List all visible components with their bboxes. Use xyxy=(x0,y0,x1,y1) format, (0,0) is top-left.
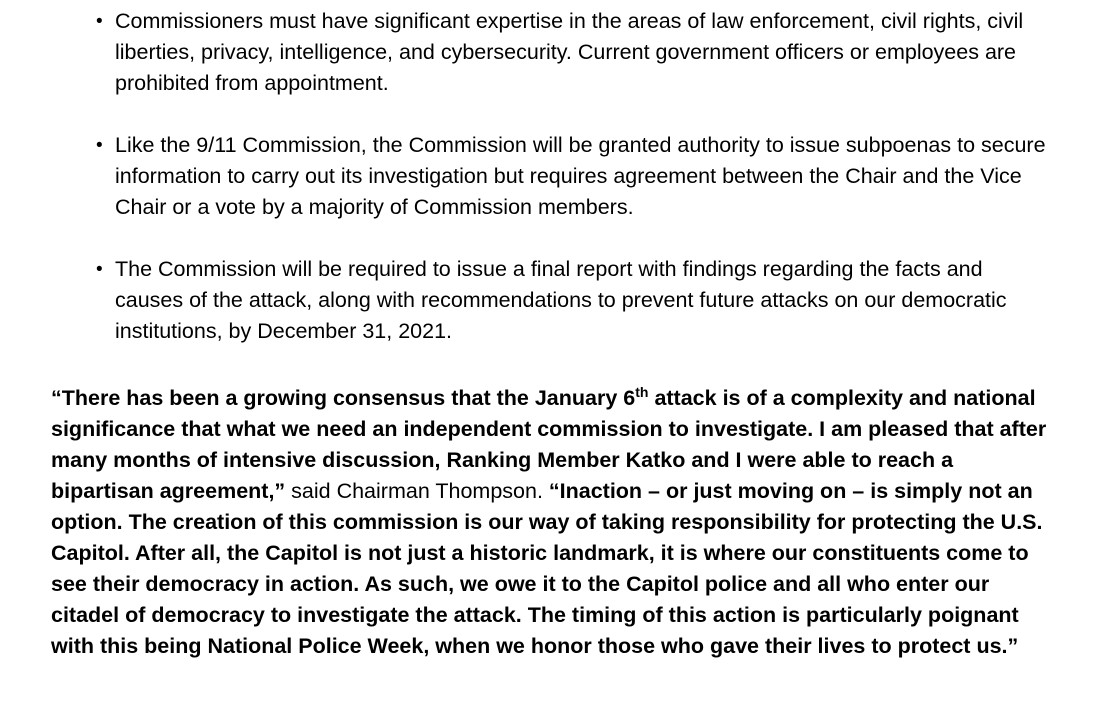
quote-text-after-superscript: attack is of a complexity and national significance that what we need an independent commission to investigate. I am pleased that after many months of intensive discussion, Ranking Member Katko and I were able to reach a bipartisan agreement,” xyxy=(51,386,1047,503)
ordinal-superscript: th xyxy=(635,383,649,400)
bullet-item-commissioner-expertise xyxy=(93,6,1053,99)
bullet-text: Commissioners must have significant expertise in the areas of law enforcement, civil rights, civil liberties, privacy, intelligence, and cybersecurity. Current government officers or employees are prohibited from appointment. xyxy=(115,9,1024,95)
bullet-item-final-report xyxy=(93,254,1053,347)
quote-attribution: said Chairman Thompson. xyxy=(285,479,549,503)
bullet-icon: • xyxy=(96,259,103,280)
bullet-text: Like the 9/11 Commission, the Commission will be granted authority to issue subpoenas to secure information to carry out its investigation but requires agreement between the Chair and the Vice Chair or a vote by a majority of Commission members. xyxy=(115,133,1046,219)
chairman-quote-paragraph xyxy=(51,383,1056,662)
quote-text-before-superscript: “There has been a growing consensus that the January 6 xyxy=(51,386,636,410)
bullet-icon: • xyxy=(96,135,103,156)
bullet-text: The Commission will be required to issue a final report with findings regarding the facts and causes of the attack, along with recommendations to prevent future attacks on our democratic institutions, by December 31, 2021. xyxy=(115,257,1007,343)
bullet-list xyxy=(93,6,1053,347)
bullet-item-subpoena-authority xyxy=(93,130,1053,223)
quote-bold-part2: “Inaction – or just moving on – is simply not an option. The creation of this commission is our way of taking responsibility for protecting the U.S. Capitol. After all, the Capitol is not just a historic landmark, it is where our constituents come to see their democracy in action. As such, we owe it to the Capitol police and all who enter our citadel of democracy to investigate the attack. The timing of this action is particularly poignant with this being National Police Week, when we honor those who gave their lives to protect us.” xyxy=(51,479,1043,658)
bullet-icon: • xyxy=(96,11,103,32)
